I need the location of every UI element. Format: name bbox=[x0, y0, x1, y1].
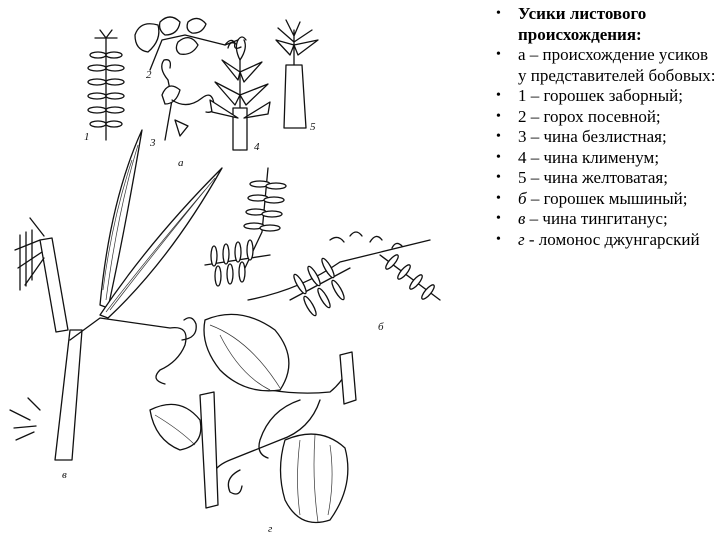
plant-2-pea bbox=[135, 17, 246, 70]
bullet-icon: • bbox=[496, 47, 501, 62]
plant-b-tufted-vetch bbox=[205, 168, 440, 317]
caption-item: • Усики листового происхождения: bbox=[496, 4, 647, 44]
caption-item: • а – происхождение усиков у представителей бобовых: bbox=[496, 45, 716, 85]
label-g: г bbox=[268, 523, 273, 535]
bullet-icon: • bbox=[496, 6, 501, 21]
caption-item: • в – чина тингитанус; bbox=[496, 209, 668, 228]
bullet-icon: • bbox=[496, 231, 501, 247]
bullet-icon: • bbox=[496, 190, 501, 206]
caption-item: • 1 – горошек заборный; bbox=[496, 86, 683, 105]
label-1: 1 bbox=[84, 131, 90, 143]
bullet-icon: • bbox=[496, 211, 501, 226]
plant-g-clematis bbox=[150, 314, 356, 522]
plant-4-clymenum bbox=[210, 40, 270, 150]
caption-item: • 5 – чина желтоватая; bbox=[496, 168, 668, 187]
label-a: а bbox=[178, 157, 184, 169]
caption-list bbox=[494, 4, 716, 250]
label-3: 3 bbox=[150, 137, 156, 149]
caption-item: • 2 – горох посевной; bbox=[496, 106, 661, 126]
bullet-icon: • bbox=[496, 129, 501, 144]
label-5: 5 bbox=[310, 121, 316, 133]
bullet-icon: • bbox=[496, 108, 501, 124]
caption-item: • г - ломонос джунгарский bbox=[496, 229, 700, 249]
bullet-icon: • bbox=[496, 149, 501, 165]
label-4: 4 bbox=[254, 141, 260, 153]
caption-item: • 3 – чина безлистная; bbox=[496, 127, 667, 146]
label-v: в bbox=[62, 469, 67, 481]
label-b: б bbox=[378, 321, 384, 333]
bullet-icon: • bbox=[496, 170, 501, 185]
bullet-icon: • bbox=[496, 88, 501, 103]
caption-item: • 4 – чина клименум; bbox=[496, 147, 660, 167]
caption-item: • б – горошек мышиный; bbox=[496, 188, 688, 208]
plant-3-yellow-vetchling bbox=[162, 60, 214, 140]
plant-5-tangier-pea bbox=[276, 20, 318, 128]
plant-1-fence-vetch bbox=[88, 30, 124, 140]
label-2: 2 bbox=[146, 69, 152, 81]
